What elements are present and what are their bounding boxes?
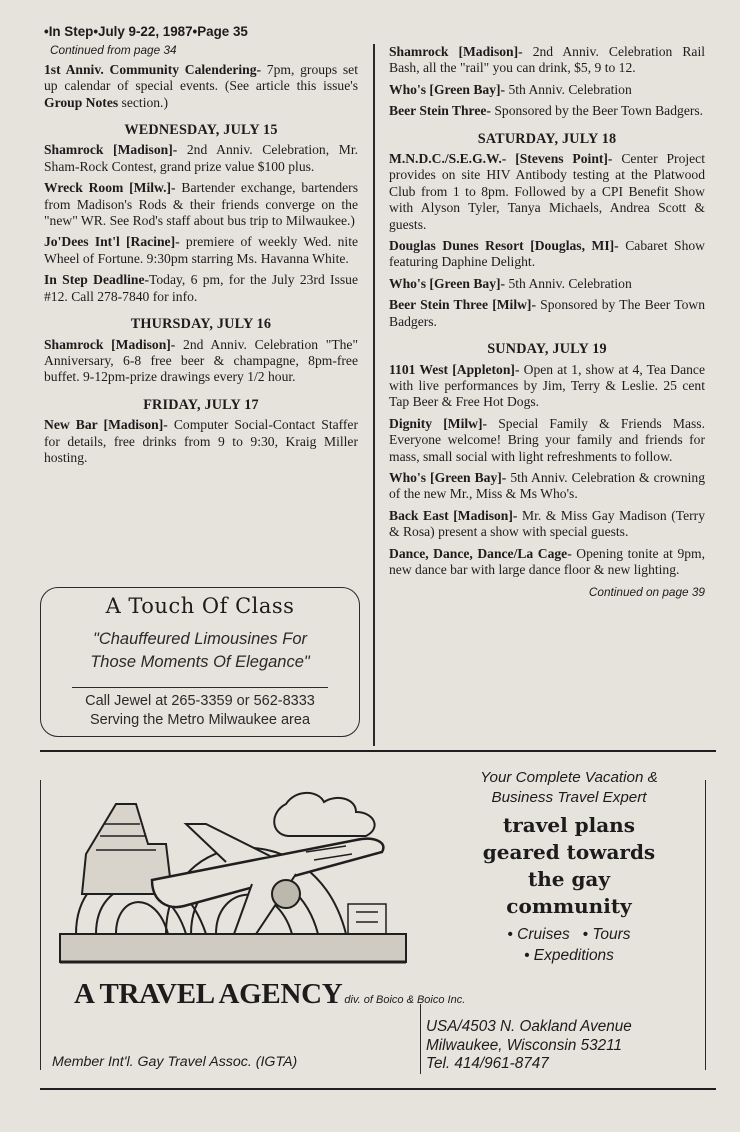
day-heading-friday: FRIDAY, JULY 17: [143, 396, 259, 413]
ad-tagline-line: Business Travel Expert: [491, 789, 647, 806]
left-column: [44, 24, 358, 471]
listing-entry: [44, 337, 358, 386]
bottom-divider: [40, 1088, 716, 1090]
entry-text: Computer Social-Contact Staffer for details, free drinks from 9 to 9:30, Kraig Miller hosting.: [44, 417, 358, 465]
column-divider: [373, 44, 375, 746]
ad-contact: [41, 692, 359, 730]
entry-text: Sponsored by the Beer Town Badgers.: [490, 103, 704, 119]
venue-name: Beer Stein Three-: [389, 103, 491, 119]
venue-name: Douglas Dunes Resort [Douglas, MI]-: [389, 238, 619, 254]
listing-entry: [389, 103, 705, 119]
listing-entry: [389, 416, 705, 465]
agency-membership: Member Int'l. Gay Travel Assoc. (IGTA): [52, 1054, 298, 1070]
venue-name: Shamrock [Madison]-: [44, 142, 178, 158]
address-phone: Tel. 414/961-8747: [426, 1055, 549, 1073]
listing-entry: [389, 470, 705, 503]
listing-entry: [389, 546, 705, 579]
venue-name: Who's [Green Bay]-: [389, 275, 506, 291]
venue-name: Shamrock [Madison]-: [389, 44, 523, 59]
day-heading-wednesday: WEDNESDAY, JULY 15: [124, 122, 278, 139]
ad-services: [424, 924, 714, 966]
day-heading-saturday: SATURDAY, JULY 18: [477, 130, 617, 147]
venue-name: Wreck Room [Milw.]-: [44, 180, 176, 196]
address-street: USA/4503 N. Oakland Avenue: [426, 1018, 632, 1035]
entry-text: Open at 1, show at 4, Tea Dance with live performances by Jim, Terry & Leslie. 25 cent Tap Beer & Free Hot Dogs.: [389, 361, 705, 410]
ad-tagline: [424, 768, 714, 808]
venue-name: M.N.D.C./S.E.G.W.- [Stevens Point]-: [389, 151, 613, 167]
listing-entry: [44, 180, 358, 229]
ad-headline-line: geared towards: [482, 840, 656, 864]
entry-text: Bartender exchange, bartenders from Madison's Rods & their friends converge on the "new" WR. See Rod's staff about bus trip to Milwaukee.): [44, 180, 358, 229]
ad-headline: [424, 812, 714, 920]
entry-text: Mr. & Miss Gay Madison (Terry & Rosa) present a show with special guests.: [389, 507, 705, 540]
agency-division: div. of Boico & Boico Inc.: [344, 994, 466, 1006]
venue-name: Jo'Dees Int'l [Racine]-: [44, 234, 180, 250]
ad-divider: [72, 687, 328, 688]
service-tours: • Tours: [582, 926, 631, 943]
ad-headline-line: travel plans: [503, 813, 635, 837]
entry-text: 5th Anniv. Celebration & crowning of the new Mr., Miss & Ms Who's.: [389, 469, 706, 502]
ad-slogan-line: "Chauffeured Limousines For: [92, 630, 308, 648]
venue-name: Who's [Green Bay]-: [389, 81, 506, 97]
listing-entry: [44, 62, 358, 111]
listing-entry: [389, 508, 705, 541]
listing-entry: [389, 362, 705, 411]
service-cruises: • Cruises: [507, 926, 570, 943]
venue-name: In Step Deadline-: [44, 272, 150, 288]
listing-entry: [44, 417, 358, 466]
agency-name: [74, 978, 465, 1011]
entry-text: 7pm, groups set up calendar of special events. (See article this issue's: [44, 61, 358, 94]
listing-entry: [389, 151, 705, 233]
listing-entry: [44, 234, 358, 267]
ad-headline-line: the gay: [527, 867, 611, 891]
listing-entry: [389, 82, 705, 98]
ad-headline-line: community: [506, 894, 632, 918]
ad-slogan-line: Those Moments Of Elegance": [90, 653, 310, 671]
entry-text: 5th Anniv. Celebration: [505, 275, 632, 291]
venue-name: Back East [Madison]-: [389, 507, 518, 523]
entry-emphasis: Group Notes: [44, 94, 119, 110]
continued-on: Continued on page 39: [588, 585, 705, 600]
entry-text: Sponsored by The Beer Town Badgers.: [389, 297, 705, 329]
entry-text: Today, 6 pm, for the July 23rd Issue #12. Call 278-7840 for info.: [44, 272, 358, 304]
listing-entry: [389, 297, 705, 330]
venue-name: Beer Stein Three [Milw]-: [389, 297, 536, 313]
venue-name: Who's [Green Bay]-: [389, 469, 507, 485]
ad-inner-divider: [420, 1004, 421, 1074]
ad-slogan: [41, 628, 359, 674]
section-divider: [40, 750, 716, 752]
ad-contact-area: Serving the Metro Milwaukee area: [89, 712, 311, 729]
venue-name: New Bar [Madison]-: [44, 417, 168, 433]
entry-text: premiere of weekly Wed. nite Wheel of Fortune. 9:30pm starring Ms. Havanna White.: [44, 234, 359, 266]
listing-entry: [389, 276, 705, 292]
ad-title: A Touch Of Class: [105, 594, 295, 618]
agency-name-text: A TRAVEL AGENCY: [74, 978, 343, 1010]
entry-text: Special Family & Friends Mass. Everyone welcome! Bring your family and friends for mass, small social with light refreshments to follow.: [389, 415, 705, 464]
entry-text: 5th Anniv. Celebration: [505, 81, 632, 97]
venue-name: Shamrock [Madison]-: [44, 336, 176, 352]
right-column: [389, 44, 705, 601]
listing-entry: [44, 272, 358, 305]
entry-text: Cabaret Show featuring Daphine Delight.: [389, 238, 705, 270]
entry-text: 2nd Anniv. Celebration, Mr. Sham-Rock Contest, grand prize value $100 plus.: [44, 142, 358, 174]
page-header: •In Step•July 9-22, 1987•Page 35: [44, 24, 248, 39]
venue-name: 1st Anniv. Community Calendering-: [44, 61, 262, 77]
day-heading-thursday: THURSDAY, JULY 16: [130, 316, 272, 333]
venue-name: Dignity [Milw]-: [389, 415, 488, 431]
ad-tagline-line: Your Complete Vacation &: [480, 769, 658, 786]
ad-border-left: [40, 780, 41, 1070]
service-expeditions: • Expeditions: [524, 947, 614, 964]
travel-agency-ad: [40, 768, 706, 1076]
entry-text: Opening tonite at 9pm, new dance bar with large dance floor & new lighting.: [389, 545, 706, 577]
entry-text: Center Project provides on site HIV Antibody testing at the Platwood Club from 1 to 8pm. Followed by a CPI Benefit Show with Alyson Tyler, Tanya Michaels, Andrea Scott & guests.: [389, 151, 705, 232]
venue-name: Dance, Dance, Dance/La Cage-: [389, 545, 572, 561]
entry-text: section.): [118, 94, 168, 110]
venue-name: 1101 West [Appleton]-: [389, 361, 520, 377]
address-city: Milwaukee, Wisconsin 53211: [426, 1036, 622, 1054]
limousine-ad: [40, 587, 360, 737]
entry-text: 2nd Anniv. Celebration "The" Anniversary, 6-8 free beer & champagne, 8pm-free buffet. 9-12pm-prize drawings every 1/2 hour.: [44, 336, 358, 385]
listing-entry: [389, 238, 705, 271]
airplane-ship-illustration: [56, 784, 416, 968]
listing-entry: [389, 44, 705, 77]
ad-contact-phone: Call Jewel at 265-3359 or 562-8333: [85, 693, 315, 710]
continued-from: Continued from page 34: [50, 43, 177, 58]
day-heading-sunday: SUNDAY, JULY 19: [487, 341, 607, 358]
agency-address: [426, 1018, 632, 1074]
entry-text: 2nd Anniv. Celebration Rail Bash, all the "rail" you can drink, $5, 9 to 12.: [389, 44, 705, 76]
listing-entry: [44, 142, 358, 175]
